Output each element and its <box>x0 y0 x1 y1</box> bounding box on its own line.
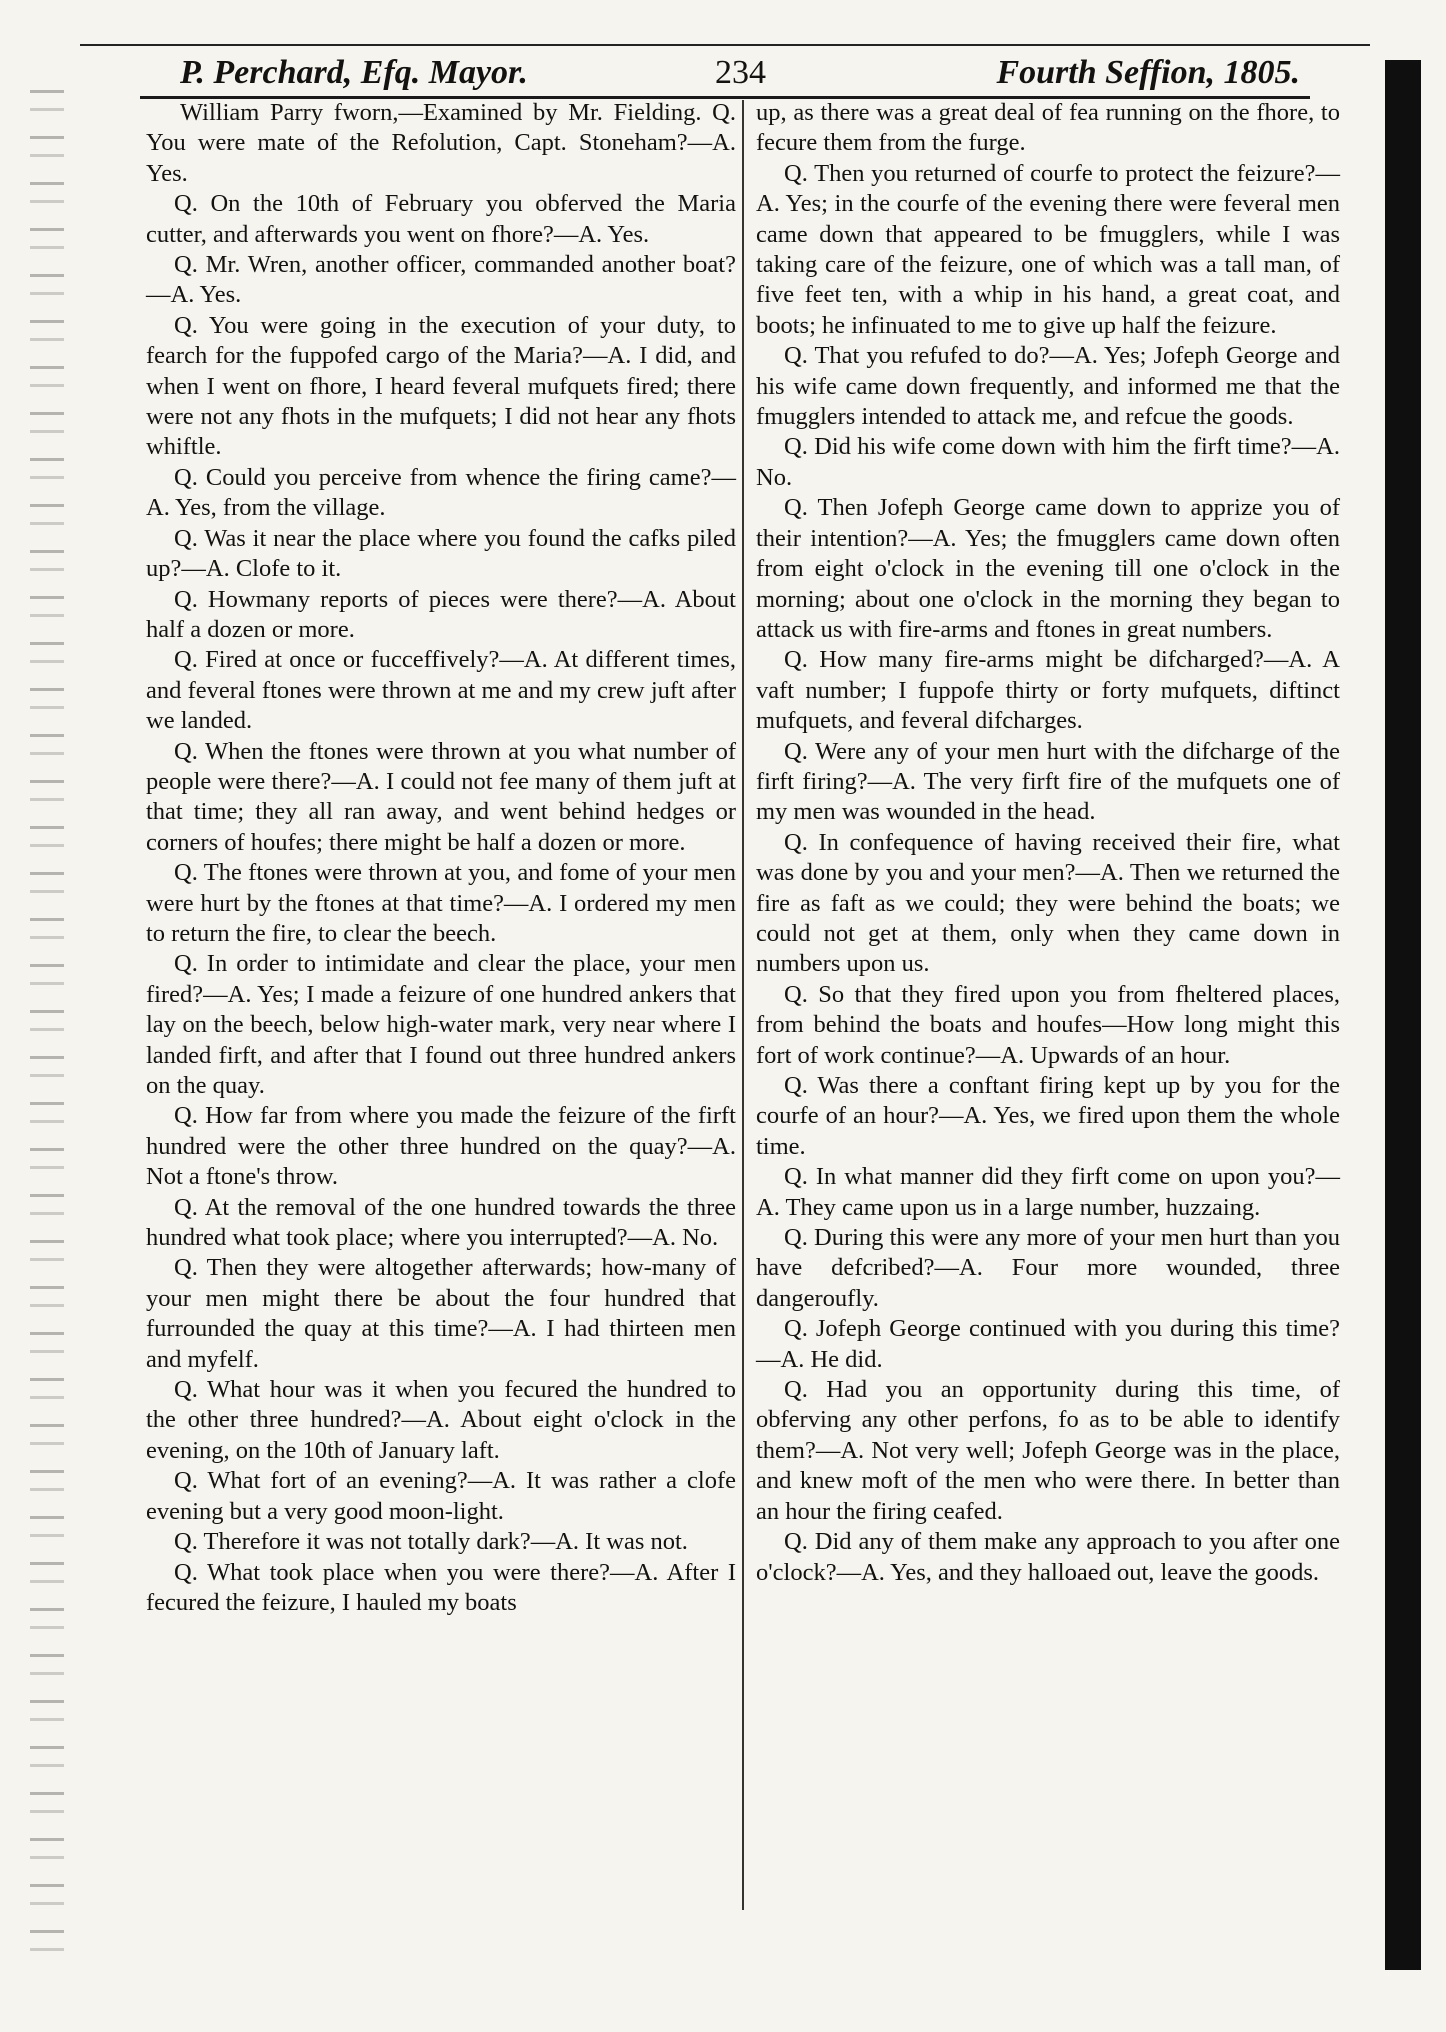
paragraph: Q. Fired at once or fucceffively?—A. At different times, and feveral ftones were thrown at me and my crew juft after we landed. <box>146 646 736 735</box>
header-right: Fourth Seffion, 1805. <box>996 54 1300 91</box>
scan-binding-shadow <box>1385 60 1421 1970</box>
paragraph: Q. Jofeph George continued with you during this time?—A. He did. <box>756 1315 1340 1373</box>
paragraph: Q. Mr. Wren, another officer, commanded another boat?—A. Yes. <box>146 251 736 309</box>
left-column <box>146 98 736 1618</box>
top-rule <box>80 44 1370 46</box>
paragraph: Q. Were any of your men hurt with the difcharge of the firft firing?—A. The very firft fire of the mufquets one of my men was wounded in the head. <box>756 737 1340 826</box>
paragraph: Q. That you refufed to do?—A. Yes; Jofeph George and his wife came down frequently, and informed me that the fmugglers intended to attack me, and refcue the goods. <box>756 342 1340 431</box>
paragraph: Q. When the ftones were thrown at you what number of people were there?—A. I could not fee many of them juft at that time; they all ran away, and went behind hedges or corners of houfes; there might be half a dozen or more. <box>146 737 736 856</box>
paragraph: Q. On the 10th of February you obferved the Maria cutter, and afterwards you went on fhore?—A. Yes. <box>146 190 736 248</box>
running-header <box>140 50 1320 96</box>
paragraph: Q. In what manner did they firft come on upon you?—A. They came upon us in a large number, huzzaing. <box>756 1163 1340 1221</box>
scan-edge-noise <box>30 90 64 1970</box>
column-divider <box>742 100 744 1910</box>
paragraph: Q. You were going in the execution of your duty, to fearch for the fuppofed cargo of the Maria?—A. I did, and when I went on fhore, I heard feveral mufquets fired; there were not any fhots in the mufquets; I did not hear any fhots whiftle. <box>146 311 736 461</box>
paragraph: Q. In order to intimidate and clear the place, your men fired?—A. Yes; I made a feizure of one hundred ankers that lay on the beech, below high-water mark, very near where I landed firft, and after that I found out three hundred ankers on the quay. <box>146 950 736 1099</box>
paragraph: Q. Did his wife come down with him the firft time?—A. No. <box>756 433 1340 491</box>
paragraph: Q. The ftones were thrown at you, and fome of your men were hurt by the ftones at that time?—A. I ordered my men to return the fire, to clear the beech. <box>146 859 736 947</box>
paragraph: Q. Then they were altogether afterwards; how-many of your men might there be about the four hundred that furrounded the quay at this time?—A. I had thirteen men and myfelf. <box>146 1254 736 1373</box>
paragraph: Q. How many fire-arms might be difcharged?—A. A vaft number; I fuppofe thirty or forty mufquets, diftinct mufquets, and feveral difcharges. <box>756 646 1340 735</box>
paragraph: Q. Did any of them make any approach to you after one o'clock?—A. Yes, and they halloaed out, leave the goods. <box>756 1528 1340 1586</box>
paragraph: Q. Howmany reports of pieces were there?—A. About half a dozen or more. <box>146 585 736 643</box>
paragraph: Q. What took place when you were there?—A. After I fecured the feizure, I hauled my boats <box>146 1558 736 1616</box>
paragraph: Q. Then you returned of courfe to protect the feizure?—A. Yes; in the courfe of the evening there were feveral men came down that appeared to be fmugglers, while I was taking care of the feizure, one of which was a tall man, of five feet ten, with a whip in his hand, a great coat, and boots; he infinuated to me to give up half the feizure. <box>756 159 1340 339</box>
paragraph: Q. Could you perceive from whence the firing came?—A. Yes, from the village. <box>146 463 736 522</box>
paragraph: up, as there was a great deal of fea running on the fhore, to fecure them from the furge. <box>756 99 1340 157</box>
paragraph: Q. Then Jofeph George came down to apprize you of their intention?—A. Yes; the fmugglers came down often from eight o'clock in the evening till one o'clock in the morning; about one o'clock in the morning they began to attack us with fire-arms and ftones in great numbers. <box>756 494 1340 643</box>
paragraph: Q. Therefore it was not totally dark?—A. It was not. <box>174 1528 688 1556</box>
paragraph: Q. During this were any more of your men hurt than you have defcribed?—A. Four more wounded, three dangeroufly. <box>756 1224 1340 1312</box>
paragraph: Q. Was it near the place where you found the cafks piled up?—A. Clofe to it. <box>146 524 736 583</box>
paragraph: Q. In confequence of having received their fire, what was done by you and your men?—A. Then we returned the fire as faft as we could; they were behind the boats; we could not get at them, only when they came down in numbers upon us. <box>756 828 1340 978</box>
paragraph: William Parry fworn,—Examined by Mr. Fielding. Q. You were mate of the Refolution, Capt. Stoneham?—A. Yes. <box>146 99 736 187</box>
paragraph: Q. At the removal of the one hundred towards the three hundred what took place; where you interrupted?—A. No. <box>146 1193 736 1252</box>
right-column <box>756 98 1340 1588</box>
page-number: 234 <box>715 54 766 91</box>
paragraph: Q. What hour was it when you fecured the hundred to the other three hundred?—A. About eight o'clock in the evening, on the 10th of January laft. <box>146 1376 736 1464</box>
paragraph: Q. What fort of an evening?—A. It was rather a clofe evening but a very good moon-light. <box>146 1467 736 1525</box>
header-left: P. Perchard, Efq. Mayor. <box>180 54 528 91</box>
paragraph: Q. So that they fired upon you from fheltered places, from behind the boats and houfes—How long might this fort of work continue?—A. Upwards of an hour. <box>756 980 1340 1069</box>
paragraph: Q. Was there a conftant firing kept up by you for the courfe of an hour?—A. Yes, we fired upon them the whole time. <box>756 1072 1340 1160</box>
paragraph: Q. Had you an opportunity during this time, of obferving any other perfons, fo as to be able to identify them?—A. Not very well; Jofeph George was in the place, and knew moft of the men who were there. In better than an hour the firing ceafed. <box>756 1376 1340 1525</box>
paragraph: Q. How far from where you made the feizure of the firft hundred were the other three hundred on the quay?—A. Not a ftone's throw. <box>146 1102 736 1191</box>
